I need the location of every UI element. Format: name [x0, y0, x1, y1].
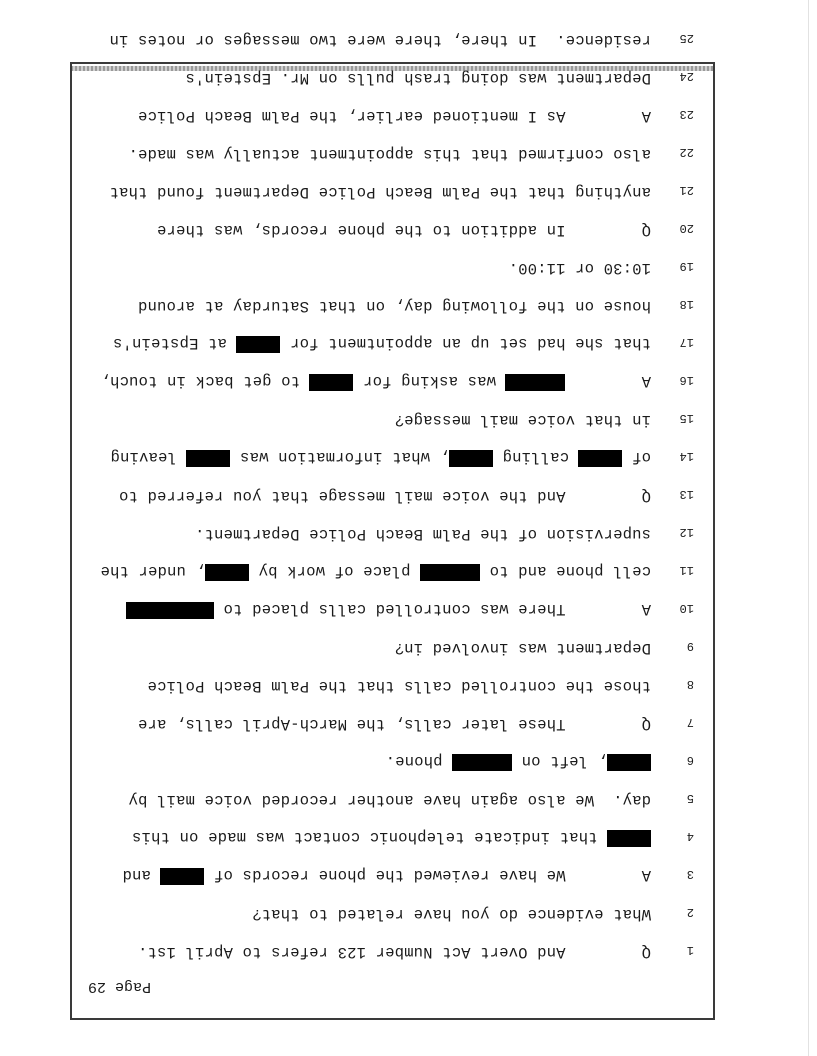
- line-number: 11: [679, 563, 694, 577]
- line-number: 1: [686, 943, 694, 957]
- redaction-bar: [236, 336, 280, 353]
- transcript-line: Department was involved in?: [394, 639, 651, 657]
- redaction-bar: [449, 450, 493, 467]
- transcript-line: in that voice mail message?: [394, 411, 651, 429]
- line-number: 4: [686, 829, 694, 843]
- redaction-bar: [607, 830, 651, 847]
- line-number: 21: [679, 183, 694, 197]
- redaction-bar: [607, 754, 651, 771]
- transcript-line: Q And the voice mail message that you referred to: [118, 487, 651, 505]
- transcript-line: Q These later calls, the March-April calls, are: [137, 715, 651, 733]
- line-number: 3: [686, 867, 694, 881]
- redaction-bar: [126, 602, 214, 619]
- transcript-line: of calling , what information was leaving: [110, 448, 651, 466]
- transcript-line: What evidence do you have related to that?: [251, 905, 651, 923]
- redaction-bar: [309, 374, 353, 391]
- redaction-bar: [160, 868, 204, 885]
- redaction-bar: [505, 374, 565, 391]
- line-number: 15: [679, 411, 694, 425]
- redaction-bar: [186, 450, 230, 467]
- transcript-line: Department was doing trash pulls on Mr. Epstein's: [185, 69, 651, 87]
- transcript-line: A There was controlled calls placed to: [126, 600, 651, 619]
- transcript-line: cell phone and to place of work by , under the: [100, 562, 651, 580]
- transcript-line: A As I mentioned earlier, the Palm Beach Police: [137, 107, 651, 125]
- line-number: 13: [679, 487, 694, 501]
- line-number: 6: [686, 753, 694, 767]
- line-number: 12: [679, 525, 694, 539]
- transcript-line: A We have reviewed the phone records of and: [122, 866, 651, 884]
- line-number: 17: [679, 335, 694, 349]
- transcript-line: that she had set up an appointment for at Epstein's: [112, 334, 651, 352]
- line-number: 14: [679, 449, 694, 463]
- transcript-line: those the controlled calls that the Palm Beach Police: [147, 677, 651, 695]
- redaction-bar: [420, 564, 480, 581]
- line-number: 24: [679, 69, 694, 83]
- transcript-line: , left on phone.: [385, 752, 651, 771]
- redaction-bar: [205, 564, 249, 581]
- redaction-bar: [578, 450, 622, 467]
- line-number: 19: [679, 259, 694, 273]
- line-number: 2: [686, 905, 694, 919]
- redaction-bar: [452, 754, 512, 771]
- line-number: 10: [679, 601, 694, 615]
- page-number: Page 29: [87, 978, 151, 995]
- line-number: 9: [686, 639, 694, 653]
- transcript-line: A was asking for to get back in touch,: [100, 372, 651, 390]
- transcript-line: 10:30 or 11:00.: [508, 259, 651, 277]
- line-number: 5: [686, 791, 694, 805]
- transcript-line: residence. In there, there were two messages or notes in: [109, 31, 651, 49]
- transcript-line: anything that the Palm Beach Police Department found that: [109, 183, 651, 201]
- line-number: 18: [679, 297, 694, 311]
- transcript-line: Q In addition to the phone records, was there: [156, 221, 651, 239]
- line-number: 7: [686, 715, 694, 729]
- transcript-line: house on the following day, on that Saturday at around: [137, 297, 651, 315]
- line-number: 8: [686, 677, 694, 691]
- line-number: 20: [679, 221, 694, 235]
- transcript-line: also confirmed that this appointment actually was made.: [128, 145, 651, 163]
- line-number: 16: [679, 373, 694, 387]
- line-number: 25: [679, 31, 694, 45]
- transcript-line: day. We also again have another recorded voice mail by: [128, 791, 651, 809]
- line-number: 23: [679, 107, 694, 121]
- transcript-line: supervision of the Palm Beach Police Department.: [194, 525, 651, 543]
- transcript-line: Q And Overt Act Number 123 refers to April 1st.: [137, 943, 651, 961]
- transcript-line: that indicate telephonic contact was made on this: [132, 828, 651, 847]
- line-number: 22: [679, 145, 694, 159]
